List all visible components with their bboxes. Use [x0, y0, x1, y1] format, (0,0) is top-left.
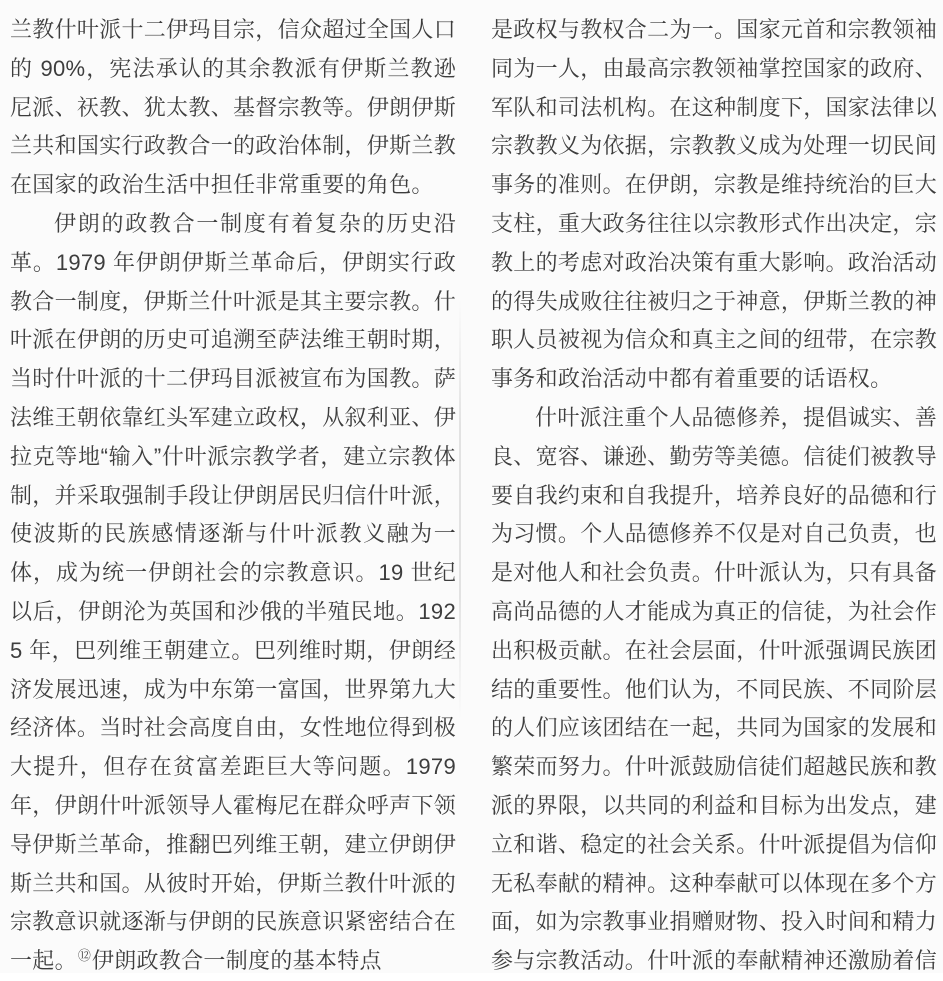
- two-column-text-layout: [10, 11, 937, 973]
- text-column-left: [10, 11, 456, 973]
- paragraph-text: 伊朗政教合一制度的基本特点: [91, 948, 382, 974]
- footnote-marker-12: ⑫: [77, 947, 91, 963]
- paragraph: [10, 205, 456, 981]
- paragraph-continuation: 兰教什叶派十二伊玛目宗，信众超过全国人口的 90%，宪法承认的其余教派有伊斯兰教逊尼派、祆教、犹太教、基督宗教等。伊朗伊斯兰共和国实行政教合一的政治体制，伊斯兰教在国家的政治生活中担任非常重要的角色。: [10, 17, 457, 198]
- paragraph: 什叶派注重个人品德修养，提倡诚实、善良、宽容、谦逊、勤劳等美德。信徒们被教导要自我约束和自我提升，培养良好的品德和行为习惯。个人品德修养不仅是对自己负责，也是对他人和社会负责。什叶派认为，只有具备高尚品德的人才能成为真正的信徒，为社会作出积极贡献。在社会层面，什叶派强调民族团结的重要性。他们认为，不同民族、不同阶层的人们应该团结在一起，共同为国家的发展和繁荣而努力。什叶派鼓励信徒们超越民族和教派的界限，以共同的利益和目标为出发点，建立和谐、稳定的社会关系。什叶派提倡为信仰无私奉献的精神。这种奉献可以体现在多个方面，如为宗教事业捐赠财物、投入时间和精力参与宗教活动。什叶派的奉献精神还激励着信: [491, 404, 938, 974]
- paragraph-continuation: 是政权与教权合二为一。国家元首和宗教领袖同为一人，由最高宗教领袖掌控国家的政府、军队和司法机构。在这种制度下，国家法律以宗教教义为依据，宗教教义成为处理一切民间事务的准则。在伊朗，宗教是维持统治的巨大支柱，重大政务往往以宗教形式作出决定，宗教上的考虑对政治决策有重大影响。政治活动的得失成败往往被归之于神意，伊斯兰教的神职人员被视为信众和真主之间的纽带，在宗教事务和政治活动中都有着重要的话语权。: [491, 17, 938, 392]
- paragraph-text: 伊朗的政教合一制度有着复杂的历史沿革。1979 年伊朗伊斯兰革命后，伊朗实行政教合一制度，伊斯兰什叶派是其主要宗教。什叶派在伊朗的历史可追溯至萨法维王朝时期，当时什叶派的十二伊玛目派被宣布为国教。萨法维王朝依靠红头军建立政权，从叙利亚、伊拉克等地“输入”什叶派宗教学者，建立宗教体制，并采取强制手段让伊朗居民归信什叶派，使波斯的民族感情逐渐与什叶派教义融为一体，成为统一伊朗社会的宗教意识。19 世纪以后，伊朗沦为英国和沙俄的半殖民地。1925 年，巴列维王朝建立。巴列维时期，伊朗经济发展迅速，成为中东第一富国，世界第九大经济体。当时社会高度自由，女性地位得到极大提升，但存在贫富差距巨大等问题。1979 年，伊朗什叶派领导人霍梅尼在群众呼声下领导伊斯兰革命，推翻巴列维王朝，建立伊朗伊斯兰共和国。从彼时开始，伊斯兰教什叶派的宗教意识就逐渐与伊朗的民族意识紧密结合在一起。: [10, 210, 457, 974]
- text-column-right: [491, 11, 937, 973]
